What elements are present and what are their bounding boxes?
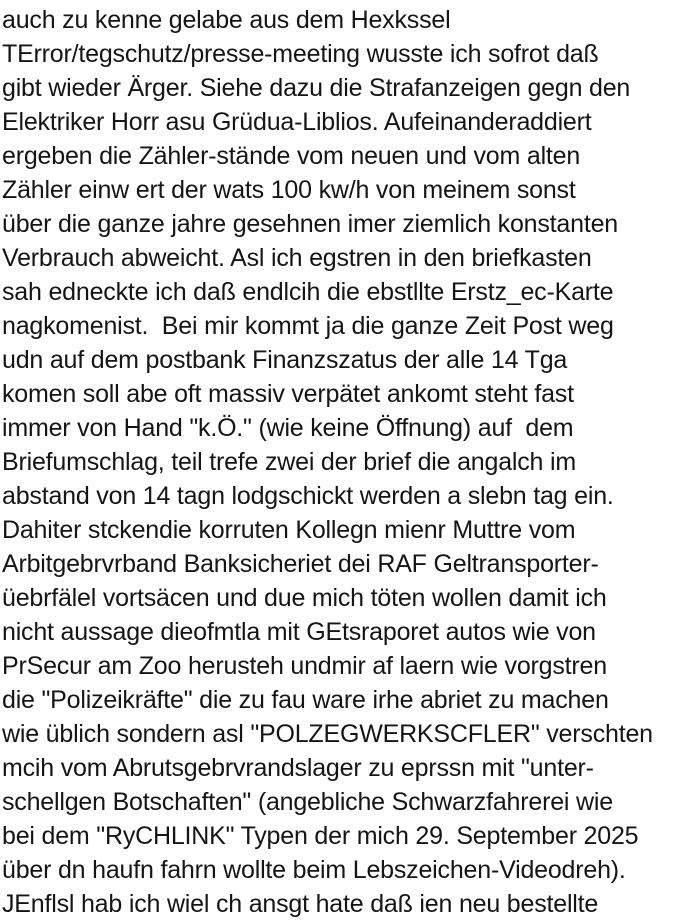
text-line: PrSecur am Zoo herusteh undmir af laern wie vorgstren [2,652,607,680]
text-line: auch zu kenne gelabe aus dem Hexkssel [2,6,451,34]
text-line: Zähler einw ert der wats 100 kw/h von meinem sonst [2,176,576,204]
text-line: schellgen Botschaften" (angebliche Schwarzfahrerei wie [2,788,613,816]
document-text [2,3,684,920]
text-line: ergeben die Zähler-stände vom neuen und vom alten [2,142,581,170]
text-line: Verbrauch abweicht. Asl ich egstren in den briefkasten [2,244,592,272]
text-line: TError/tegschutz/presse-meeting wusste ich sofrot daß [2,40,599,68]
text-line: gibt wieder Ärger. Siehe dazu die Strafanzeigen gegn den [2,74,631,102]
text-line: über dn haufn fahrn wollte beim Lebszeichen-Videodreh). [2,856,626,884]
text-line: Dahiter stckendie korruten Kollegn mienr Muttre vom [2,516,576,544]
text-line: udn auf dem postbank Finanzszatus der alle 14 Tga [2,346,568,374]
text-line: Arbitgebrvrband Banksicheriet dei RAF Geltransporter- [2,550,599,578]
text-line: abstand von 14 tagn lodgschickt werden a slebn tag ein. [2,482,614,510]
text-line: mcih vom Abrutsgebrvrandslager zu eprssn mit "unter- [2,754,594,782]
text-line: bei dem "RyCHLINK" Typen der mich 29. September 2025 [2,822,639,850]
text-line: nicht aussage dieofmtla mit GEtsraporet autos wie von [2,618,596,646]
text-line: Briefumschlag, teil trefe zwei der brief die angalch im [2,448,576,476]
text-line: die "Polizeikräfte" die zu fau ware irhe abriet zu machen [2,686,609,714]
text-line: nagkomenist. Bei mir kommt ja die ganze Zeit Post weg [2,312,614,340]
text-line: wie üblich sondern asl "POLZEGWERKSCFLER" verschten [2,720,653,748]
text-line: Elektriker Horr asu Grüdua-Liblios. Aufeinanderaddiert [2,108,592,136]
text-line: JEnflsl hab ich wiel ch ansgt hate daß ien neu bestellte [2,890,599,918]
text-line: sah edneckte ich daß endlcih die ebstllte Erstz_ec-Karte [2,278,614,306]
text-line: immer von Hand "k.Ö." (wie keine Öffnung) auf dem [2,414,574,442]
text-line: üebrfälel vortsäcen und due mich töten wollen damit ich [2,584,607,612]
text-line: über die ganze jahre gesehnen imer ziemlich konstanten [2,210,618,238]
text-line: komen soll abe oft massiv verpätet ankomt steht fast [2,380,574,408]
